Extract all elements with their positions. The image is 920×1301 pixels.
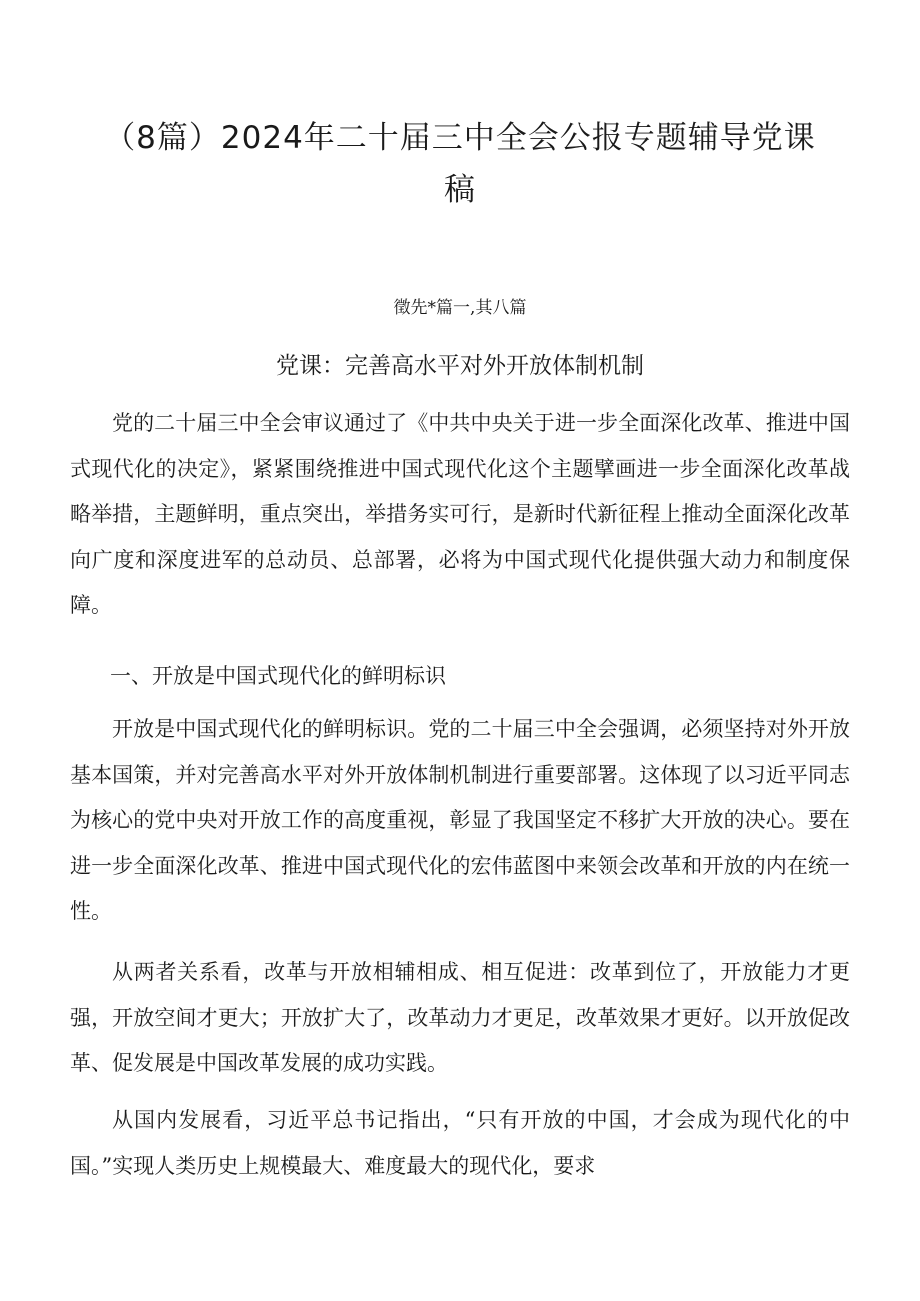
section-paragraph: 从两者关系看，改革与开放相辅相成、相互促进：改革到位了，开放能力才更强，开放空间才更大；开放扩大了，改革动力才更足，改革效果才更好。以开放促改革、促发展是中国改革发展的成功实践。 — [70, 960, 850, 1075]
section-heading: 一、开放是中国式现代化的鲜明标识 — [110, 664, 446, 688]
intro-paragraph: 党的二十届三中全会审议通过了《中共中央关于进一步全面深化改革、推进中国式现代化的决定》，紧紧围绕推进中国式现代化这个主题擘画进一步全面深化改革战略举措，主题鲜明，重点突出，举措务实可行，是新时代新征程上推动全面深化改革向广度和深度进军的总动员、总部署，必将为中国式现代化提供强大动力和制度保障。 — [70, 411, 850, 617]
document-subtitle: 徵先*篇一,其八篇 — [393, 298, 527, 318]
document-title: （8篇）2024年二十届三中全会公报专题辅导党课稿 — [104, 120, 816, 208]
section-paragraph: 开放是中国式现代化的鲜明标识。党的二十届三中全会强调，必须坚持对外开放基本国策，并对完善高水平对外开放体制机制进行重要部署。这体现了以习近平同志为核心的党中央对开放工作的高度重视，彰显了我国坚定不移扩大开放的决心。要在进一步全面深化改革、推进中国式现代化的宏伟蓝图中来领会改革和开放的内在统一性。 — [70, 717, 850, 923]
lesson-title: 党课：完善高水平对外开放体制机制 — [276, 353, 644, 379]
section-paragraph: 从国内发展看，习近平总书记指出，“只有开放的中国，才会成为现代化的中国。”实现人类历史上规模最大、难度最大的现代化，要求 — [70, 1108, 850, 1178]
